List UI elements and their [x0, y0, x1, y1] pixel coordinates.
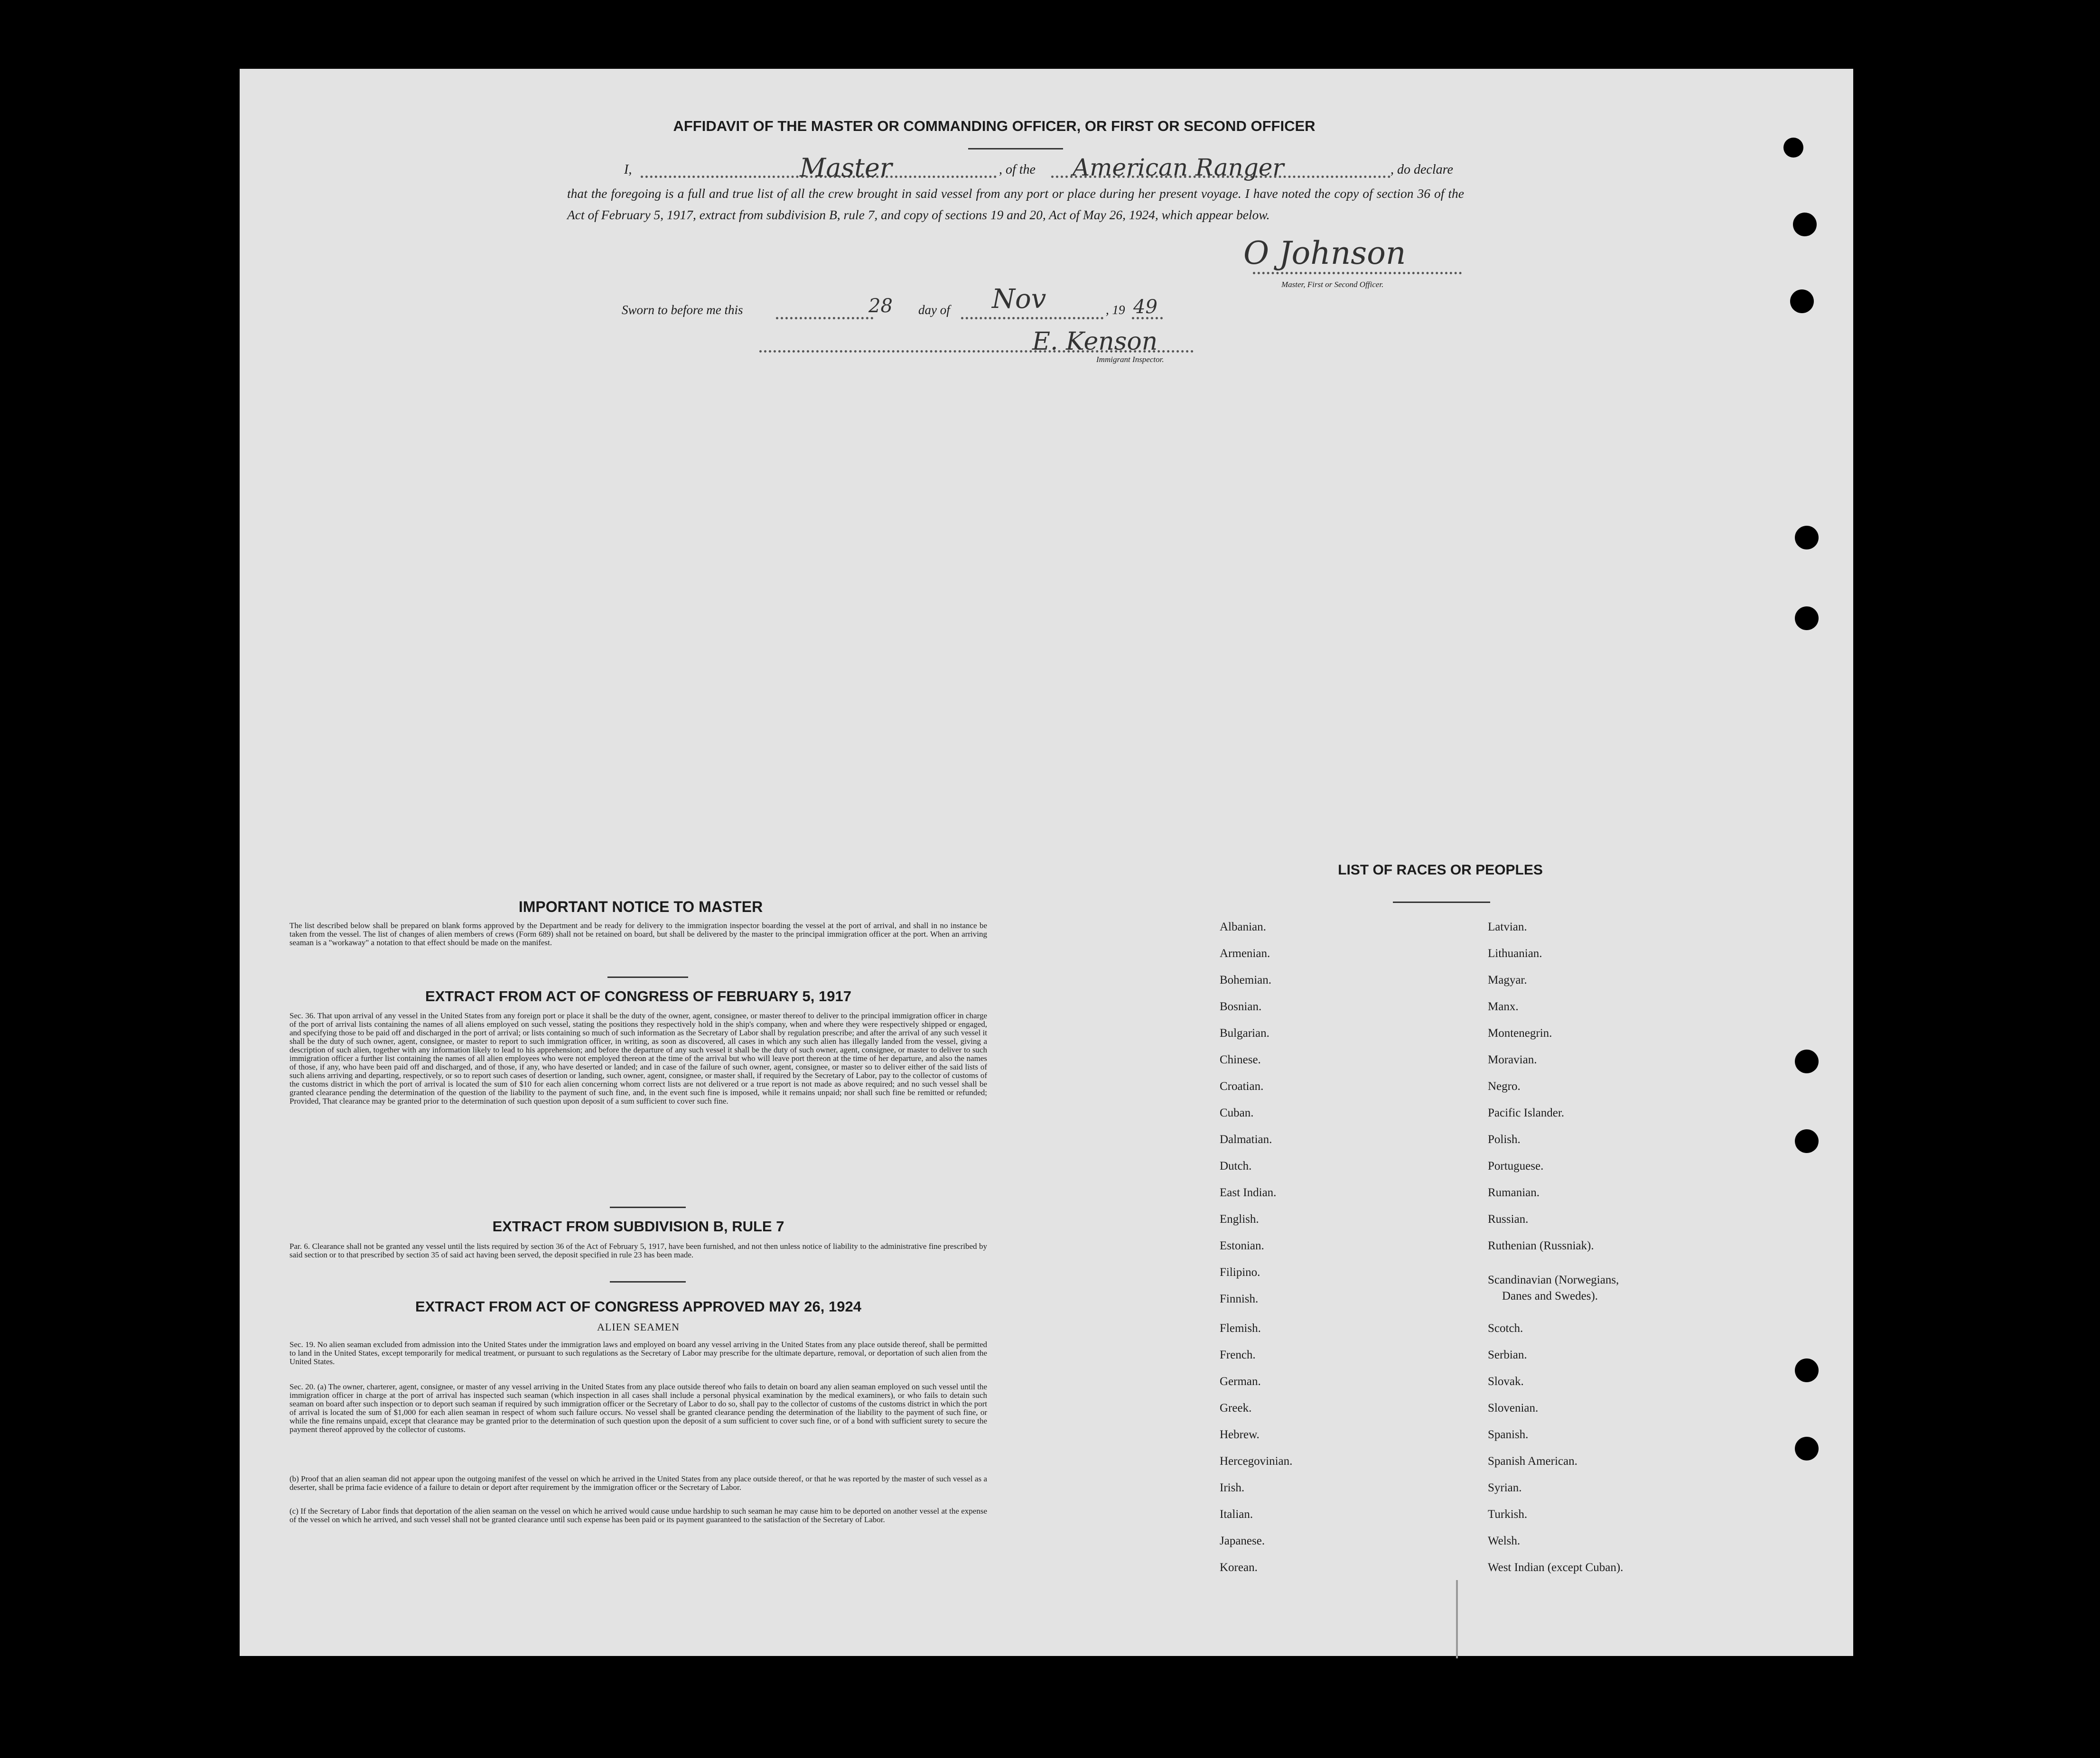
race-item: Magyar. — [1488, 974, 1527, 986]
race-item: Estonian. — [1220, 1239, 1264, 1252]
race-item: Chinese. — [1220, 1053, 1261, 1066]
race-item: Bohemian. — [1220, 974, 1272, 986]
race-item: English. — [1220, 1213, 1259, 1226]
title-underline — [968, 148, 1063, 149]
alien-seamen-subtitle: ALIEN SEAMEN — [597, 1321, 680, 1333]
race-item: Albanian. — [1220, 921, 1266, 933]
punch-hole — [1790, 289, 1814, 313]
race-item: Dalmatian. — [1220, 1133, 1272, 1146]
label-do-declare: , do declare — [1391, 162, 1453, 177]
race-item: Cuban. — [1220, 1107, 1254, 1119]
race-item: Bosnian. — [1220, 1000, 1262, 1013]
race-item: Slovenian. — [1488, 1402, 1539, 1414]
race-item: Turkish. — [1488, 1508, 1528, 1521]
race-item: Montenegrin. — [1488, 1027, 1552, 1040]
affidavit-line-1 — [624, 153, 1478, 183]
punch-hole — [1795, 526, 1819, 549]
race-item: Japanese. — [1220, 1535, 1265, 1547]
races-title-underline — [1393, 902, 1490, 903]
label-day-of: day of — [918, 303, 950, 317]
race-item: Welsh. — [1488, 1535, 1521, 1547]
race-item: Flemish. — [1220, 1322, 1261, 1335]
affidavit-title: AFFIDAVIT OF THE MASTER OR COMMANDING OFFICER, OR FIRST OR SECOND OFFICER — [673, 118, 1316, 134]
label-sworn: Sworn to before me this — [622, 303, 743, 317]
label-i: I, — [624, 162, 632, 177]
subdivision-title: EXTRACT FROM SUBDIVISION B, RULE 7 — [492, 1218, 784, 1235]
page-fold-crease — [1456, 1580, 1458, 1658]
race-item: Greek. — [1220, 1402, 1252, 1414]
race-item: Danes and Swedes). — [1502, 1290, 1598, 1302]
race-item: Portuguese. — [1488, 1160, 1544, 1172]
race-item: Scandinavian (Norwegians, — [1488, 1274, 1619, 1286]
race-item: Croatian. — [1220, 1080, 1264, 1093]
section-divider — [610, 1207, 686, 1208]
punch-hole — [1783, 138, 1803, 158]
race-item: Manx. — [1488, 1000, 1519, 1013]
race-item: Serbian. — [1488, 1349, 1527, 1361]
race-item: Finnish. — [1220, 1293, 1259, 1305]
affidavit-body: that the foregoing is a full and true list of all the crew brought in said vessel from any port or place during her present voyage. I have noted the copy of section 36 of the Act of February 5, 1917, extract from subdivision B, rule 7, and copy of sections 19 and 20, Act of May 26, 1924, which appear below. — [567, 186, 1464, 222]
extract-1924-sec20c: (c) If the Secretary of Labor finds that deportation of the alien seaman on the vessel on which he arrived would cause undue hardship to such seaman he may cause him to be deported on another vessel at the expense of the vessel on which he arrived, and such vessel shall not be granted clearance until such expense has been paid or its payment guaranteed to the satisfaction of the Secretary of Labor. — [289, 1507, 987, 1524]
handwritten-rank: Master — [800, 153, 892, 183]
signature-line — [1253, 268, 1462, 274]
race-item: Armenian. — [1220, 947, 1270, 960]
signature-caption: Master, First or Second Officer. — [1281, 280, 1384, 289]
section-divider — [610, 1281, 686, 1283]
race-item: Ruthenian (Russniak). — [1488, 1239, 1594, 1252]
race-item: Slovak. — [1488, 1375, 1524, 1388]
race-item: Korean. — [1220, 1561, 1258, 1574]
handwritten-month: Nov — [992, 284, 1046, 315]
punch-hole — [1793, 213, 1817, 236]
race-item: Russian. — [1488, 1213, 1529, 1226]
label-of-the: , of the — [999, 162, 1036, 177]
inspector-caption: Immigrant Inspector. — [1096, 355, 1164, 364]
race-item: Spanish American. — [1488, 1455, 1577, 1468]
race-item: Hebrew. — [1220, 1428, 1260, 1441]
extract-1924-sec20a: Sec. 20. (a) The owner, charterer, agent, consignee, or master of any vessel arriving in the United States from any place outside thereof who fails to detain on board any alien seaman employed on such vessel until the immigration officer in charge at the port of arrival has inspected such seaman (which inspection in all cases shall include a personal physical examination by the medical examiners), or who fails to detain such seaman on board after such inspection or to deport such seaman if required by such immigration officer or the Secretary of Labor to do so, shall pay to the collector of customs of the customs district in which the port of arrival is located the sum of $1,000 for each alien seaman in respect of whom such failure occurs. No vessel shall be granted clearance pending the determination of the liability to the payment of such fine, or while the fine remains unpaid, except that clearance may be granted prior to the determination of such question upon the deposit of a sum sufficient to cover such fine, or of a bond with sufficient surety to secure the payment thereof approved by the collector of customs. — [289, 1382, 987, 1434]
race-item: Moravian. — [1488, 1053, 1537, 1066]
race-item: Lithuanian. — [1488, 947, 1542, 960]
race-item: Filipino. — [1220, 1266, 1260, 1279]
handwritten-year: 49 — [1133, 296, 1157, 318]
races-title: LIST OF RACES OR PEOPLES — [1338, 862, 1543, 878]
race-item: Scotch. — [1488, 1322, 1523, 1335]
handwritten-day: 28 — [868, 295, 893, 317]
race-item: French. — [1220, 1349, 1256, 1361]
punch-hole — [1795, 1050, 1819, 1073]
race-item: Pacific Islander. — [1488, 1107, 1565, 1119]
punch-hole — [1795, 1129, 1819, 1153]
sworn-line — [622, 284, 1239, 326]
race-item: Negro. — [1488, 1080, 1521, 1093]
extract-1917-body: Sec. 36. That upon arrival of any vessel in the United States from any foreign port or place it shall be the duty of the owner, agent, consignee, or master thereof to deliver to the principal immigration officer in charge of the port of arrival lists containing the names of all aliens employed on such vessel, stating the positions they respectively hold in the ship's company, when and where they were respectively shipped or engaged, and specifying those to be paid off and discharged in the port of arrival; or lists containing so much of such information as the Secretary of Labor shall by regulation prescribe; and after the arrival of any such vessel it shall be the duty of such owner, agent, consignee, or master to report to such immigration officer, in writing, as soon as discovered, all cases in which any such alien has illegally landed from the vessel, giving a description of such alien, together with any information likely to lead to his apprehension; and before the departure of any such vessel it shall be the duty of such owner, agent, consignee, or master to deliver to such immigration officer a further list containing the names of all alien employees who were not employed thereon at the time of the arrival but who will leave port thereon at the time of her departure, and also the names of those, if any, who have been paid off and discharged, and of those, if any, who have deserted or landed; and in case of the failure of such owner, agent, consignee, or master so to deliver either of the said lists of such aliens arriving and departing, respectively, or so to report such cases of desertion or landing, such owner, agent, consignee, or master shall, if required by the Secretary of Labor, pay to the collector of customs of the customs district in which the port of arrival is located the sum of $10 for each alien concerning whom correct lists are not delivered or a true report is not made as above required; and no such vessel shall be granted clearance pending the determination of the question of the liability to the payment of such fine, and, in the event such fine is imposed, while it remains unpaid; nor shall such fine be remitted or refunded; Provided, That clearance may be granted prior to the determination of such question upon deposit of a sum sufficient to cover such fine. — [289, 1011, 987, 1106]
extract-1924-sec19: Sec. 19. No alien seaman excluded from admission into the United States under the immigration laws and employed on board any vessel arriving in the United States from any place outside thereof, shall be permitted to land in the United States, except temporarily for medical treatment, or pursuant to such regulations as the Secretary of Labor may prescribe for the ultimate departure, removal, or deportation of such alien from the United States. — [289, 1340, 987, 1366]
race-item: Syrian. — [1488, 1481, 1522, 1494]
race-item: Irish. — [1220, 1481, 1245, 1494]
day-field — [776, 308, 873, 319]
race-item: Spanish. — [1488, 1428, 1529, 1441]
punch-hole — [1795, 606, 1819, 630]
extract-1917-title: EXTRACT FROM ACT OF CONGRESS OF FEBRUARY 5, 1917 — [425, 988, 851, 1005]
race-item: Latvian. — [1488, 921, 1527, 933]
handwritten-inspector-signature: E. Kenson — [1032, 327, 1158, 356]
punch-hole — [1795, 1358, 1819, 1382]
race-item: Dutch. — [1220, 1160, 1252, 1172]
race-item: German. — [1220, 1375, 1261, 1388]
notice-body: The list described below shall be prepared on blank forms approved by the Department and be ready for delivery to the immigration inspector boarding the vessel at the port of arrival, and shall in no instance be taken from the vessel. The list of changes of alien members of crews (Form 689) shall not be retained on board, but shall be delivered by the master to the principal immigration officer at the port. When an arriving seaman is a "workaway" a notation to that effect should be made on the manifest. — [289, 921, 987, 947]
extract-1924-sec20b: (b) Proof that an alien seaman did not appear upon the outgoing manifest of the vessel on which he arrived in the United States from any place outside thereof, or that he was reported by the master of such vessel as a deserter, shall be prima facie evidence of a failure to detain or deport after requirement by the immigration officer or the Secretary of Labor. — [289, 1474, 987, 1492]
race-item: Rumanian. — [1488, 1186, 1540, 1199]
label-year: , 19 — [1106, 303, 1125, 317]
extract-1924-title: EXTRACT FROM ACT OF CONGRESS APPROVED MAY 26, 1924 — [415, 1298, 861, 1315]
race-item: Polish. — [1488, 1133, 1521, 1146]
handwritten-vessel-name: American Ranger — [1073, 154, 1284, 181]
section-divider — [607, 977, 688, 978]
race-item: East Indian. — [1220, 1186, 1277, 1199]
subdivision-body: Par. 6. Clearance shall not be granted any vessel until the lists required by section 36 of the Act of February 5, 1917, have been furnished, and not then unless notice of liability to the administrative fine prescribed by said section or to that prescribed by section 35 of said act having been served, the deposit specified in rule 23 has been made. — [289, 1242, 987, 1259]
race-item: Bulgarian. — [1220, 1027, 1269, 1040]
year-field — [1132, 308, 1163, 319]
race-item: West Indian (except Cuban). — [1488, 1561, 1624, 1574]
notice-title: IMPORTANT NOTICE TO MASTER — [518, 898, 763, 915]
handwritten-signature: O Johnson — [1243, 235, 1406, 271]
race-item: Italian. — [1220, 1508, 1253, 1521]
race-item: Hercegovinian. — [1220, 1455, 1293, 1468]
punch-hole — [1795, 1437, 1819, 1460]
